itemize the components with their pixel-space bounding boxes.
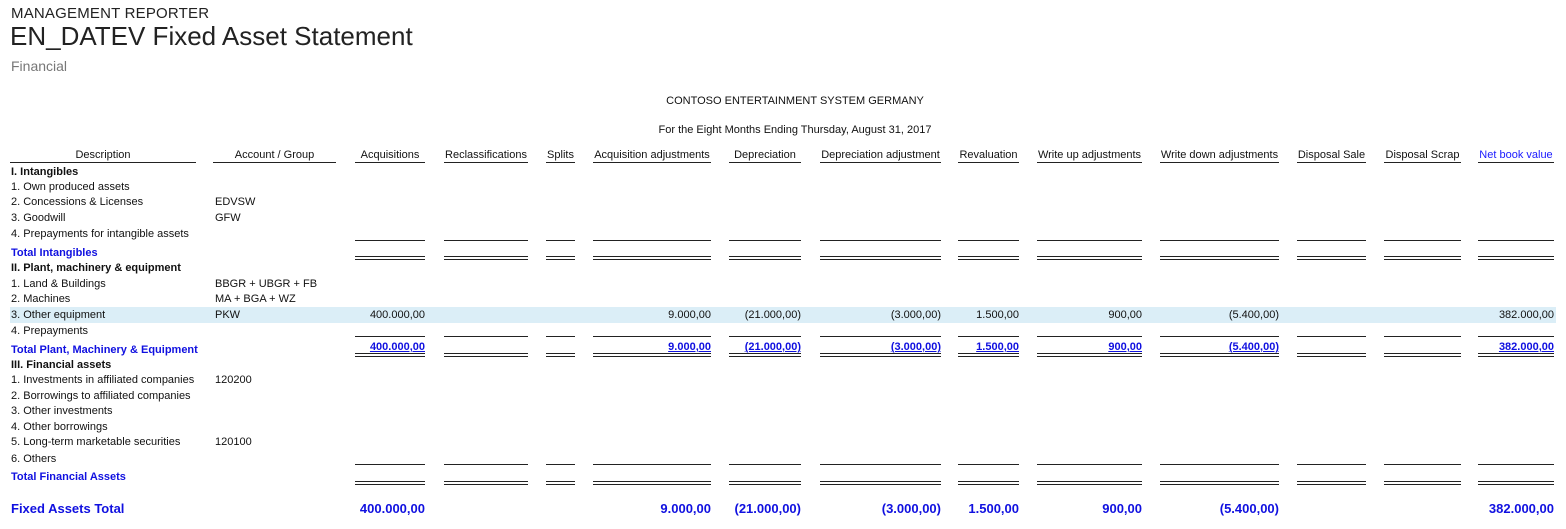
report-period: For the Eight Months Ending Thursday, August 31, 2017	[658, 124, 932, 136]
rule-double	[1297, 256, 1366, 260]
value-write-up: 900,00	[1108, 309, 1142, 321]
table-row[interactable]: 4. Other borrowings	[11, 421, 108, 433]
total-revaluation: 1.500,00	[976, 341, 1019, 353]
col-header-dep-adj: Depreciation adjustment	[821, 149, 940, 161]
table-row[interactable]: 2. Machines	[11, 293, 71, 305]
rule-double	[1478, 353, 1554, 357]
rule-single	[820, 464, 941, 465]
rule-single	[593, 464, 711, 465]
grand-revaluation: 1.500,00	[968, 501, 1019, 516]
rule-single	[1297, 464, 1366, 465]
table-row[interactable]: 1. Own produced assets	[11, 181, 130, 193]
grand-write-up: 900,00	[1102, 501, 1142, 516]
value-write-down: (5.400,00)	[1228, 309, 1279, 321]
value-depreciation: (21.000,00)	[744, 309, 801, 321]
rule-single	[958, 336, 1019, 337]
table-row[interactable]: 4. Prepayments	[11, 325, 89, 337]
total-dep-adj: (3.000,00)	[890, 341, 941, 353]
rule-single	[729, 240, 801, 241]
section-heading: III. Financial assets	[11, 359, 112, 371]
rule-single	[820, 336, 941, 337]
total-row-label[interactable]: Total Financial Assets	[11, 471, 126, 483]
table-row[interactable]: 5. Long-term marketable securities	[11, 436, 181, 448]
grand-depreciation: (21.000,00)	[734, 501, 801, 516]
rule-double	[1160, 256, 1279, 260]
rule-double	[1478, 256, 1554, 260]
rule-double	[1297, 481, 1366, 485]
rule-single	[1160, 464, 1279, 465]
rule-double	[958, 256, 1019, 260]
rule-double	[355, 353, 425, 357]
table-row[interactable]: 6. Others	[11, 453, 57, 465]
value-acquisitions: 400.000,00	[369, 309, 425, 321]
rule-single	[1384, 464, 1461, 465]
rule-single	[1478, 240, 1554, 241]
rule-double	[729, 353, 801, 357]
col-header-disposal-scrap: Disposal Scrap	[1385, 149, 1460, 161]
total-write-up: 900,00	[1108, 341, 1142, 353]
col-header-net-book-value[interactable]: Net book value	[1479, 149, 1553, 161]
total-write-down: (5.400,00)	[1228, 341, 1279, 353]
col-header-description: Description	[75, 149, 131, 161]
rule-single	[1478, 336, 1554, 337]
account-group: PKW	[215, 309, 241, 321]
rule-double	[1297, 353, 1366, 357]
grand-write-down: (5.400,00)	[1219, 501, 1279, 516]
rule-single	[1478, 464, 1554, 465]
col-header-disposal-sale: Disposal Sale	[1297, 149, 1366, 161]
col-header-account: Account / Group	[234, 149, 315, 161]
rule-single	[1160, 240, 1279, 241]
value-acq-adj: 9.000,00	[668, 309, 711, 321]
rule-double	[820, 353, 941, 357]
rule-double	[1478, 481, 1554, 485]
rule-single	[1037, 336, 1142, 337]
grand-dep-adj: (3.000,00)	[881, 501, 941, 516]
company-name: CONTOSO ENTERTAINMENT SYSTEM GERMANY	[666, 95, 924, 107]
rule-single	[355, 240, 425, 241]
report-subtitle: Financial	[11, 58, 68, 74]
rule-single	[1160, 336, 1279, 337]
total-row-label[interactable]: Total Intangibles	[11, 247, 98, 259]
section-heading: II. Plant, machinery & equipment	[11, 262, 181, 274]
rule-double	[593, 481, 711, 485]
rule-double	[444, 353, 528, 357]
col-header-reclassifications: Reclassifications	[445, 149, 527, 161]
rule-double	[1037, 256, 1142, 260]
rule-single	[444, 240, 528, 241]
rule-double	[355, 256, 425, 260]
account-group: GFW	[215, 212, 241, 224]
rule-single	[444, 464, 528, 465]
table-row[interactable]: 3. Goodwill	[11, 212, 66, 224]
table-row[interactable]: 1. Investments in affiliated companies	[11, 374, 195, 386]
rule-double	[958, 353, 1019, 357]
col-header-acq-adj: Acquisition adjustments	[594, 149, 710, 161]
rule-double	[1037, 353, 1142, 357]
table-row[interactable]: 3. Other investments	[11, 405, 113, 417]
rule-single	[444, 336, 528, 337]
rule-single	[1037, 464, 1142, 465]
table-row[interactable]: 1. Land & Buildings	[11, 278, 106, 290]
grand-total-label[interactable]: Fixed Assets Total	[11, 501, 125, 516]
grand-net-book: 382.000,00	[1488, 501, 1554, 516]
total-acq-adj: 9.000,00	[668, 341, 711, 353]
rule-double	[1160, 481, 1279, 485]
rule-single	[1384, 336, 1461, 337]
rule-double	[729, 481, 801, 485]
col-header-write-up: Write up adjustments	[1037, 149, 1142, 161]
rule-single	[820, 240, 941, 241]
rule-single	[1037, 240, 1142, 241]
rule-single	[958, 240, 1019, 241]
total-net-book: 382.000,00	[1498, 341, 1554, 353]
account-group: BBGR + UBGR + FB	[215, 278, 318, 290]
rule-double	[1384, 256, 1461, 260]
col-header-acquisitions: Acquisitions	[360, 149, 420, 161]
rule-double	[546, 353, 575, 357]
rule-double	[1384, 481, 1461, 485]
rule-single	[1297, 240, 1366, 241]
rule-single	[958, 464, 1019, 465]
rule-single	[355, 464, 425, 465]
total-row-label[interactable]: Total Plant, Machinery & Equipment	[11, 344, 198, 356]
rule-double	[546, 481, 575, 485]
total-depreciation: (21.000,00)	[744, 341, 801, 353]
rule-double	[820, 481, 941, 485]
value-revaluation: 1.500,00	[976, 309, 1019, 321]
rule-double	[1384, 353, 1461, 357]
rule-single	[593, 336, 711, 337]
value-dep-adj: (3.000,00)	[890, 309, 941, 321]
rule-double	[1037, 481, 1142, 485]
rule-double	[729, 256, 801, 260]
table-row[interactable]: 2. Borrowings to affiliated companies	[11, 390, 191, 402]
account-group: MA + BGA + WZ	[215, 293, 296, 305]
rule-double	[546, 256, 575, 260]
section-heading: I. Intangibles	[11, 166, 79, 178]
account-group: 120100	[215, 436, 252, 448]
account-group: 120200	[215, 374, 252, 386]
rule-double	[444, 481, 528, 485]
rule-single	[593, 240, 711, 241]
rule-single	[355, 336, 425, 337]
grand-acquisitions: 400.000,00	[359, 501, 425, 516]
col-header-depreciation: Depreciation	[734, 149, 796, 161]
rule-double	[444, 256, 528, 260]
rule-single	[1384, 240, 1461, 241]
rule-double	[593, 256, 711, 260]
col-header-splits: Splits	[547, 149, 574, 161]
rule-double	[355, 481, 425, 485]
rule-single	[729, 464, 801, 465]
table-row[interactable]: 4. Prepayments for intangible assets	[11, 228, 189, 240]
rule-double	[820, 256, 941, 260]
table-row[interactable]: 3. Other equipment	[11, 309, 106, 321]
report-title: EN_DATEV Fixed Asset Statement	[10, 21, 413, 51]
rule-single	[546, 240, 575, 241]
rule-single	[546, 464, 575, 465]
rule-single	[546, 336, 575, 337]
col-header-write-down: Write down adjustments	[1160, 149, 1279, 161]
value-net-book: 382.000,00	[1498, 309, 1554, 321]
rule-double	[1160, 353, 1279, 357]
table-row[interactable]: 2. Concessions & Licenses	[11, 196, 144, 208]
total-acquisitions: 400.000,00	[369, 341, 425, 353]
app-label: MANAGEMENT REPORTER	[11, 5, 210, 22]
col-header-revaluation: Revaluation	[959, 149, 1018, 161]
rule-double	[593, 353, 711, 357]
rule-single	[729, 336, 801, 337]
account-group: EDVSW	[215, 196, 256, 208]
rule-double	[958, 481, 1019, 485]
grand-acq-adj: 9.000,00	[660, 501, 711, 516]
rule-single	[1297, 336, 1366, 337]
